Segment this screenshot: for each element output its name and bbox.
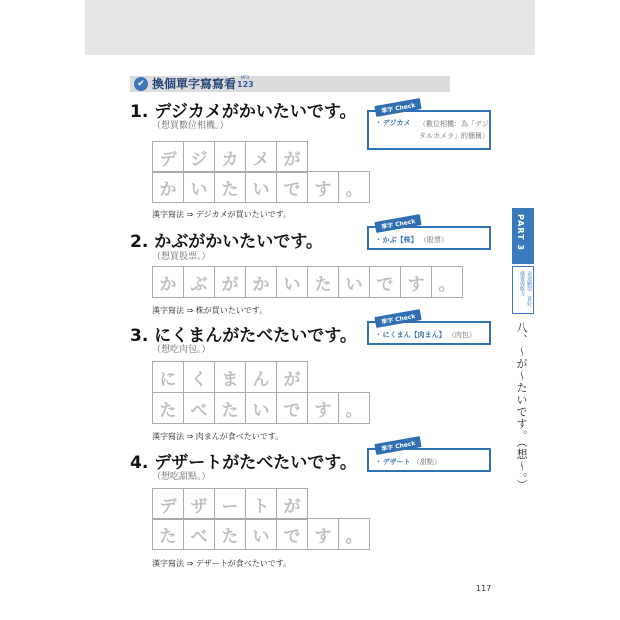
question-sentence: 3. にくまんがたべたいです。	[130, 326, 357, 346]
grid-cell: ザ	[184, 489, 215, 520]
part-subtitle: 表達願望、喜好、感覺與能力	[519, 271, 532, 311]
grid-cell: か	[153, 172, 184, 203]
page-number: 117	[476, 584, 492, 593]
grid-cell: カ	[215, 142, 246, 173]
kanji-writing-line: 漢字寫法 ⇒ デジカメが買いたいです。	[152, 210, 291, 219]
vocab-check-text: · デジカメ	[377, 119, 411, 127]
grid-cell: た	[215, 393, 246, 424]
section-header-title: 換個單字寫寫看	[152, 77, 237, 91]
writing-grid	[152, 171, 370, 203]
vocab-check-note: （數位相機：為「デジタルカメラ」的簡稱）	[419, 120, 489, 140]
grid-cell: い	[246, 172, 277, 203]
grid-cell: が	[277, 489, 308, 520]
grid-cell: た	[308, 267, 339, 298]
top-gray-band	[85, 0, 535, 55]
grid-cell: ん	[246, 362, 277, 393]
check-circle-icon: ✔	[134, 77, 148, 91]
grid-cell: す	[401, 267, 432, 298]
grid-cell: か	[153, 267, 184, 298]
grid-cell: で	[277, 172, 308, 203]
vocab-check-box	[367, 102, 491, 150]
question-sentence: 4. デザートがたべたいです。	[130, 453, 357, 473]
question-translation: （想買股票。）	[152, 252, 211, 262]
grid-cell: で	[277, 393, 308, 424]
vocab-check-tag: 單字 Check	[374, 214, 422, 233]
grid-cell: た	[215, 519, 246, 550]
writing-grid	[152, 488, 308, 520]
grid-cell: た	[215, 172, 246, 203]
grid-cell: ジ	[184, 142, 215, 173]
grid-cell: す	[308, 172, 339, 203]
vocab-check-text: · デザート （甜點）	[377, 458, 441, 466]
vocab-check-tag: 單字 Check	[374, 436, 422, 455]
question-sentence: 2. かぶがかいたいです。	[130, 232, 323, 252]
vocab-check-text: · にくまん【肉まん】 （肉包）	[377, 331, 476, 339]
writing-grid	[152, 518, 370, 550]
vocab-check-text: · かぶ【株】 （股票）	[377, 236, 448, 244]
grid-cell: 。	[339, 393, 370, 424]
chapter-side-title: 八、～が～たいです。（想～。）	[515, 322, 528, 491]
mp3-track-badge	[237, 75, 253, 89]
grid-cell: ぶ	[184, 267, 215, 298]
grid-cell: い	[246, 393, 277, 424]
part-label: PART 3	[516, 214, 525, 251]
question-sentence: 1. デジカメがかいたいです。	[130, 102, 357, 122]
grid-cell: ト	[246, 489, 277, 520]
kanji-writing-line: 漢字寫法 ⇒ 肉まんが食べたいです。	[152, 432, 284, 441]
writing-grid	[152, 266, 463, 298]
grid-cell: く	[184, 362, 215, 393]
grid-cell: た	[153, 393, 184, 424]
mp3-number: 123	[237, 80, 254, 89]
grid-cell: メ	[246, 142, 277, 173]
part-tab	[512, 208, 534, 264]
grid-cell: デ	[153, 142, 184, 173]
vocab-check-box	[367, 440, 491, 472]
grid-cell: す	[308, 519, 339, 550]
question-translation: （想買數位相機。）	[152, 121, 229, 131]
grid-cell: 。	[339, 172, 370, 203]
grid-cell: ー	[215, 489, 246, 520]
grid-cell: ま	[215, 362, 246, 393]
grid-cell: で	[370, 267, 401, 298]
writing-grid	[152, 141, 308, 173]
grid-cell: に	[153, 362, 184, 393]
grid-cell: べ	[184, 519, 215, 550]
question-translation: （想吃肉包。）	[152, 345, 211, 355]
vocab-check-tag: 單字 Check	[374, 309, 422, 328]
grid-cell: べ	[184, 393, 215, 424]
grid-cell: で	[277, 519, 308, 550]
grid-cell: い	[339, 267, 370, 298]
vocab-check-tag: 單字 Check	[374, 98, 422, 117]
question-translation: （想吃甜點。）	[152, 472, 211, 482]
grid-cell: が	[277, 362, 308, 393]
grid-cell: が	[277, 142, 308, 173]
grid-cell: い	[246, 519, 277, 550]
grid-cell: す	[308, 393, 339, 424]
grid-cell: い	[277, 267, 308, 298]
kanji-writing-line: 漢字寫法 ⇒ デザートが食べたいです。	[152, 559, 292, 568]
grid-cell: か	[246, 267, 277, 298]
vocab-check-box	[367, 313, 491, 345]
grid-cell: た	[153, 519, 184, 550]
grid-cell: い	[184, 172, 215, 203]
writing-grid	[152, 392, 370, 424]
grid-cell: 。	[339, 519, 370, 550]
vocab-check-box	[367, 218, 491, 250]
grid-cell: が	[215, 267, 246, 298]
part-subtitle-box	[512, 266, 534, 314]
grid-cell: 。	[432, 267, 463, 298]
grid-cell: デ	[153, 489, 184, 520]
writing-grid	[152, 361, 308, 393]
mp3-label: MP3	[240, 75, 250, 80]
kanji-writing-line: 漢字寫法 ⇒ 株が買いたいです。	[152, 306, 268, 315]
